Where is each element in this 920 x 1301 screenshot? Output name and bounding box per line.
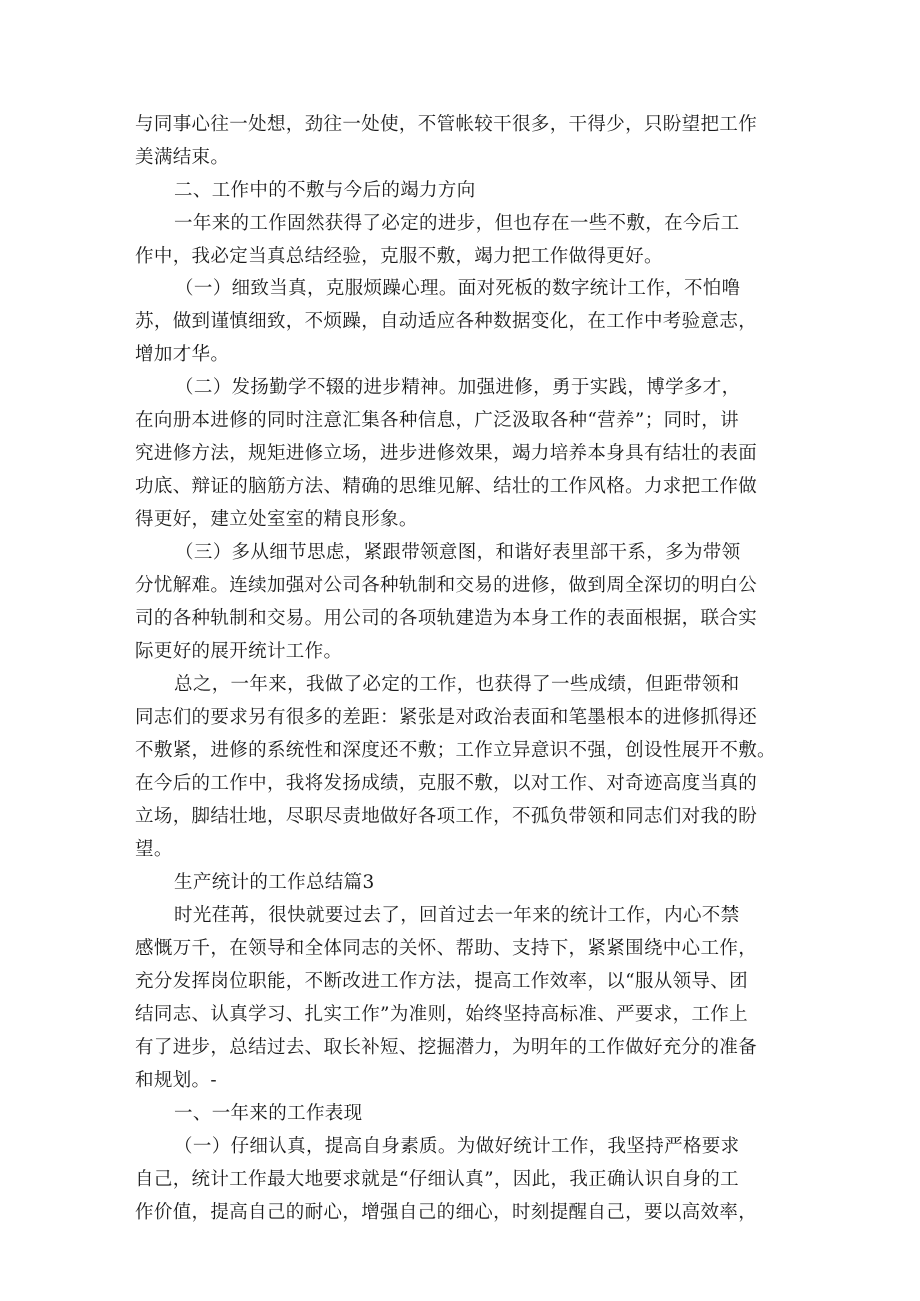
text-line: 结同志、认真学习、扎实工作”为准则，始终坚持高标准、严要求，工作上	[135, 1004, 749, 1025]
text-line: 和规划。-	[135, 1070, 218, 1091]
section-heading: 一、一年来的工作表现	[174, 1103, 363, 1124]
text-line: 立场，脚结壮地，尽职尽责地做好各项工作，不孤负带领和同志们对我的盼	[135, 806, 758, 827]
section-heading: 生产统计的工作总结篇3	[174, 872, 375, 893]
text-line: 总之，一年来，我做了必定的工作，也获得了一些成绩，但距带领和	[174, 674, 740, 695]
text-line: 同志们的要求另有很多的差距：紧张是对政治表面和笔墨根本的进修抓得还	[135, 707, 758, 728]
text-line: 际更好的展开统计工作。	[135, 641, 343, 662]
text-line: 司的各种轨制和交易。用公司的各项轨建造为本身工作的表面根据，联合实	[135, 608, 758, 629]
text-line: 感慨万千，在领导和全体同志的关怀、帮助、支持下，紧紧围绕中心工作，	[135, 938, 758, 959]
text-line: 在向册本进修的同时注意汇集各种信息，广泛汲取各种“营养”；同时，讲	[135, 410, 739, 431]
text-line: 不敷紧，进修的系统性和深度还不敷；工作立异意识不强，创设性展开不敷。	[135, 740, 776, 761]
text-line: （二）发扬勤学不辍的进步精神。加强进修，勇于实践，博学多才，	[175, 377, 741, 398]
text-line: 在今后的工作中，我将发扬成绩，克服不敷，以对工作、对奇迹高度当真的	[135, 773, 758, 794]
text-line: 增加才华。	[135, 344, 230, 365]
text-line: 充分发挥岗位职能，不断改进工作方法，提高工作效率，以“服从领导、团	[135, 971, 749, 992]
text-line: 时光荏苒，很快就要过去了，回首过去一年来的统计工作，内心不禁	[174, 905, 740, 926]
text-line: （一）细致当真，克服烦躁心理。面对死板的数字统计工作，不怕噜	[175, 278, 741, 299]
text-line: 自己，统计工作最大地要求就是“仔细认真”，因此，我正确认识自身的工	[135, 1169, 739, 1190]
text-line: 功底、辩证的脑筋方法、精确的思维见解、结壮的工作风格。力求把工作做	[135, 476, 758, 497]
text-line: 一年来的工作固然获得了必定的进步，但也存在一些不敷，在今后工	[174, 213, 740, 234]
text-line: 有了进步，总结过去、取长补短、挖掘潜力，为明年的工作做好充分的准备	[135, 1037, 758, 1058]
text-line: 苏，做到谨慎细致，不烦躁，自动适应各种数据变化，在工作中考验意志，	[135, 311, 758, 332]
text-line: （一）仔细认真，提高自身素质。为做好统计工作，我坚持严格要求	[174, 1136, 740, 1157]
text-line: 得更好，建立处室室的精良形象。	[135, 509, 418, 530]
section-heading: 二、工作中的不敷与今后的竭力方向	[174, 180, 476, 201]
text-line: 作价值，提高自己的耐心，增强自己的细心，时刻提醒自己，要以高效率，	[135, 1202, 758, 1223]
text-line: 究进修方法，规矩进修立场，进步进修效果，竭力培养本身具有结壮的表面	[135, 443, 758, 464]
text-line: 与同事心往一处想，劲往一处使，不管帐较干很多，干得少，只盼望把工作	[135, 114, 758, 135]
text-line: 美满结束。	[135, 147, 230, 168]
text-line: 分忧解难。连续加强对公司各种轨制和交易的进修，做到周全深切的明白公	[135, 575, 758, 596]
text-line: （三）多从细节思虑，紧跟带领意图，和谐好表里部干系，多为带领	[175, 542, 741, 563]
text-line: 望。	[135, 839, 173, 860]
text-line: 作中，我必定当真总结经验，克服不敷，竭力把工作做得更好。	[135, 246, 663, 267]
